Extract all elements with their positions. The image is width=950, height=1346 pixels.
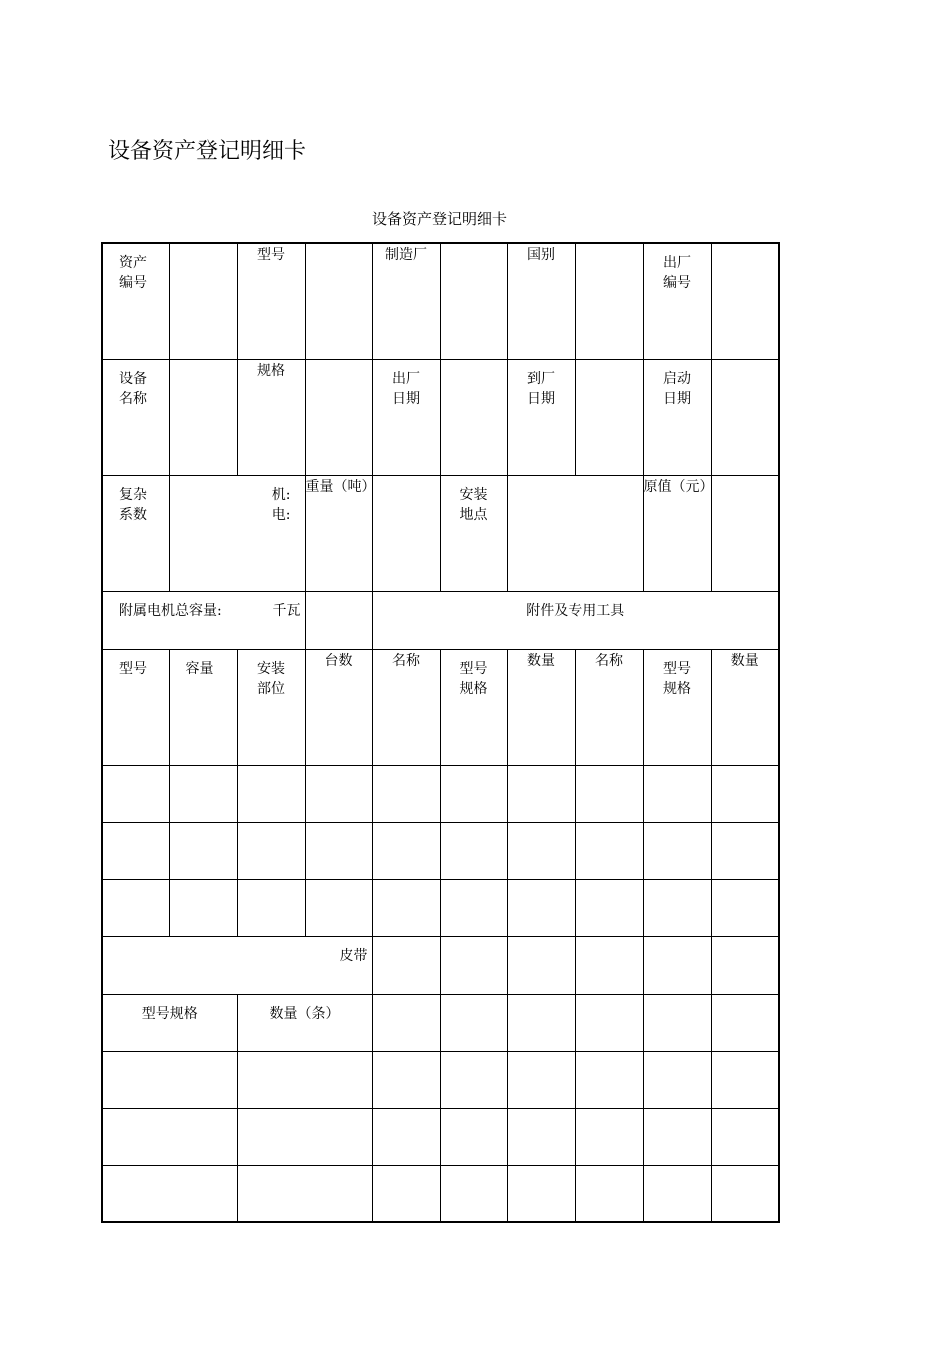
label-motor-capacity: 附属电机总容量: 千瓦 bbox=[102, 591, 305, 649]
label-arrival-date: 到厂 日期 bbox=[507, 359, 575, 475]
header-name-1: 名称 bbox=[372, 649, 440, 765]
table-row bbox=[102, 1051, 779, 1108]
header-capacity: 容量 bbox=[169, 649, 237, 765]
field-orig-value[interactable] bbox=[711, 475, 779, 591]
row-belt bbox=[102, 936, 779, 994]
header-install-part: 安装 部位 bbox=[237, 649, 305, 765]
field-asset-no[interactable] bbox=[169, 243, 237, 359]
label-factory-no: 出厂 编号 bbox=[643, 243, 711, 359]
header-model-spec-2: 型号 规格 bbox=[643, 649, 711, 765]
asset-card-table bbox=[101, 242, 780, 1223]
label-country: 国别 bbox=[507, 243, 575, 359]
label-manufacturer: 制造厂 bbox=[372, 243, 440, 359]
field-mech-elec[interactable]: 机: 电: bbox=[169, 475, 305, 591]
field-install-loc[interactable] bbox=[507, 475, 643, 591]
table-row bbox=[102, 1108, 779, 1165]
field-manufacturer[interactable] bbox=[440, 243, 507, 359]
field-arrival-date[interactable] bbox=[575, 359, 643, 475]
row-complexity-info bbox=[102, 475, 779, 591]
table-row bbox=[102, 822, 779, 879]
field-weight[interactable] bbox=[372, 475, 440, 591]
label-install-loc: 安装 地点 bbox=[440, 475, 507, 591]
label-belt: 皮带 bbox=[102, 936, 372, 994]
header-belt-qty: 数量（条） bbox=[237, 994, 372, 1051]
field-factory-date[interactable] bbox=[440, 359, 507, 475]
header-units: 台数 bbox=[305, 649, 372, 765]
field-factory-no[interactable] bbox=[711, 243, 779, 359]
row-asset-info bbox=[102, 243, 779, 359]
label-spec: 规格 bbox=[237, 359, 305, 475]
header-name-2: 名称 bbox=[575, 649, 643, 765]
header-belt-model-spec: 型号规格 bbox=[102, 994, 237, 1051]
label-model: 型号 bbox=[237, 243, 305, 359]
field-model[interactable] bbox=[305, 243, 372, 359]
header-model: 型号 bbox=[102, 649, 169, 765]
header-qty-2: 数量 bbox=[711, 649, 779, 765]
header-model-spec-1: 型号 规格 bbox=[440, 649, 507, 765]
row-equipment-info bbox=[102, 359, 779, 475]
label-weight: 重量（吨） bbox=[305, 475, 372, 591]
header-qty-1: 数量 bbox=[507, 649, 575, 765]
field-spec[interactable] bbox=[305, 359, 372, 475]
label-complexity: 复杂 系数 bbox=[102, 475, 169, 591]
field-country[interactable] bbox=[575, 243, 643, 359]
label-orig-value: 原值（元） bbox=[643, 475, 711, 591]
table-row bbox=[102, 879, 779, 936]
label-asset-no: 资产 编号 bbox=[102, 243, 169, 359]
document-title: 设备资产登记明细卡 bbox=[108, 139, 307, 164]
table-row bbox=[102, 1165, 779, 1222]
field-start-date[interactable] bbox=[711, 359, 779, 475]
row-motor-capacity bbox=[102, 591, 779, 649]
row-motor-headers bbox=[102, 649, 779, 765]
label-equip-name: 设备 名称 bbox=[102, 359, 169, 475]
field-motor-capacity[interactable] bbox=[305, 591, 372, 649]
label-accessories: 附件及专用工具 bbox=[372, 591, 779, 649]
label-start-date: 启动 日期 bbox=[643, 359, 711, 475]
table-row bbox=[102, 765, 779, 822]
label-factory-date: 出厂 日期 bbox=[372, 359, 440, 475]
row-belt-headers bbox=[102, 994, 779, 1051]
table-caption: 设备资产登记明细卡 bbox=[371, 210, 507, 228]
field-equip-name[interactable] bbox=[169, 359, 237, 475]
